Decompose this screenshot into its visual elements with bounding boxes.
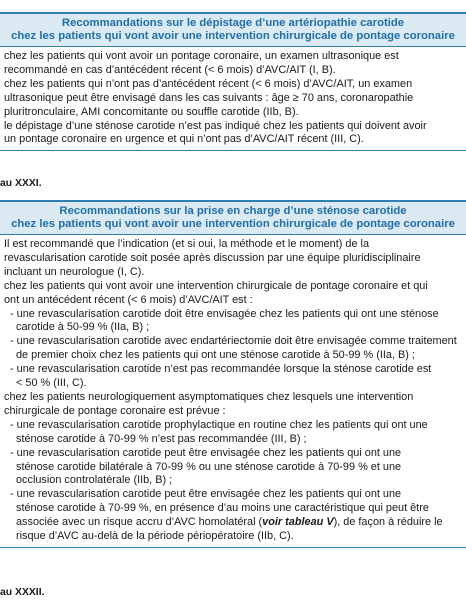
box-text-line: chez les patients qui vont avoir un pontage coronaire, un examen ultrasonique est bbox=[4, 50, 399, 62]
bullet-line: - une revascularisation carotide doit être envisagée chez les patients qui ont une sténose bbox=[10, 307, 439, 320]
bullet-continuation-with-ref bbox=[4, 516, 466, 530]
bullet-continuation: < 50 % (III, C). bbox=[16, 377, 87, 390]
bullet-line: - une revascularisation carotide avec endartériectomie doit être envisagée comme traitement bbox=[10, 335, 457, 348]
box-title-line-2: chez les patients qui vont avoir une intervention chirurgicale de pontage coronaire bbox=[11, 218, 455, 230]
recommendation-box-management bbox=[0, 200, 466, 548]
box-text-line: ont un antécédent récent (< 6 mois) d’AVC/AIT est : bbox=[4, 293, 253, 306]
table-reference-link: voir tableau V bbox=[262, 516, 334, 529]
box-text-line: chirurgicale de pontage coronaire est prévue : bbox=[4, 404, 226, 417]
bullet-continuation: occlusion controlatérale (IIb, B) ; bbox=[16, 474, 173, 487]
bullet-continuation: de premier choix chez les patients qui ont une sténose carotide à 50-99 % (IIa, B) ; bbox=[16, 349, 415, 362]
bullet-continuation: sténose carotide bilatérale à 70-99 % ou une sténose carotide à 70-99 % et une bbox=[16, 460, 402, 473]
box-header bbox=[0, 12, 466, 46]
box-text-line: pluritronculaire, AMI concomitante ou souffle carotide (IIb, B). bbox=[4, 105, 299, 118]
bullet-continuation: carotide à 50-99 % (IIa, B) ; bbox=[16, 321, 150, 334]
ref-text-before: associée avec un risque accru d’AVC homolatéral ( bbox=[16, 516, 263, 529]
bullet-continuation: risque d’AVC au-delà de la période périopératoire (IIb, C). bbox=[16, 530, 294, 543]
bullet-line: - une revascularisation carotide peut être envisagée chez les patients qui ont une bbox=[10, 488, 402, 501]
ref-text-after: ), de façon à réduire le bbox=[333, 516, 443, 529]
bullet-continuation: sténose carotide à 70-99 %, en présence d’au moins une caractéristique qui peut être bbox=[16, 502, 429, 515]
bullet-line: - une revascularisation carotide prophylactique en routine chez les patients qui ont une bbox=[10, 418, 428, 431]
box-text-line: chez les patients qui n’ont pas d’antécédent récent (< 6 mois) d’AVC/AIT, un examen bbox=[4, 77, 413, 90]
box-text-line: Il est recommandé que l’indication (et si oui, la méthode et le moment) de la bbox=[4, 238, 370, 250]
box-title-line-1: Recommandations sur le dépistage d’une artériopathie carotide bbox=[61, 17, 405, 29]
box-text-line: incluant un neurologue (I, C). bbox=[4, 265, 145, 278]
box-header bbox=[0, 200, 466, 234]
box-title-line-2: chez les patients qui vont avoir une intervention chirurgicale de pontage coronaire bbox=[11, 30, 455, 42]
box-text-line: un pontage coronaire en urgence et qui n’ont pas d’AVC/AIT récent (III, C). bbox=[4, 133, 364, 146]
recommendation-box-screening bbox=[0, 12, 466, 151]
box-body bbox=[0, 234, 466, 548]
box-text-line: chez les patients neurologiquement asymptomatiques chez lesquels une intervention bbox=[4, 390, 414, 403]
box-text-line: chez les patients qui vont avoir une intervention chirurgicale de pontage coronaire et qui bbox=[4, 279, 428, 292]
box-title-line-1: Recommandations sur la prise en charge d’une sténose carotide bbox=[59, 205, 407, 217]
bullet-line: - une revascularisation carotide n’est pas recommandée lorsque la sténose carotide est bbox=[10, 363, 432, 376]
table-caption: au XXXI. bbox=[0, 178, 42, 189]
box-body bbox=[0, 46, 466, 151]
bullet-line: - une revascularisation carotide peut être envisagée chez les patients qui ont une bbox=[10, 446, 402, 459]
table-caption: au XXXII. bbox=[0, 587, 45, 598]
box-text-line: le dépistage d’une sténose carotide n’est pas indiqué chez les patients qui doivent avoir bbox=[4, 119, 427, 132]
box-text-line: recommandé en cas d’antécédent récent (< 6 mois) d’AVC/AIT (I, B). bbox=[4, 63, 336, 76]
bullet-continuation: sténose carotide à 70-99 % n’est pas recommandée (III, B) ; bbox=[16, 432, 307, 445]
box-text-line: ultrasonique peut être envisagé dans les cas suivants : âge ≥ 70 ans, coronaropathie bbox=[4, 91, 414, 104]
box-text-line: revascularisation carotide soit posée après discussion par une équipe pluridisciplinaire bbox=[4, 251, 421, 264]
